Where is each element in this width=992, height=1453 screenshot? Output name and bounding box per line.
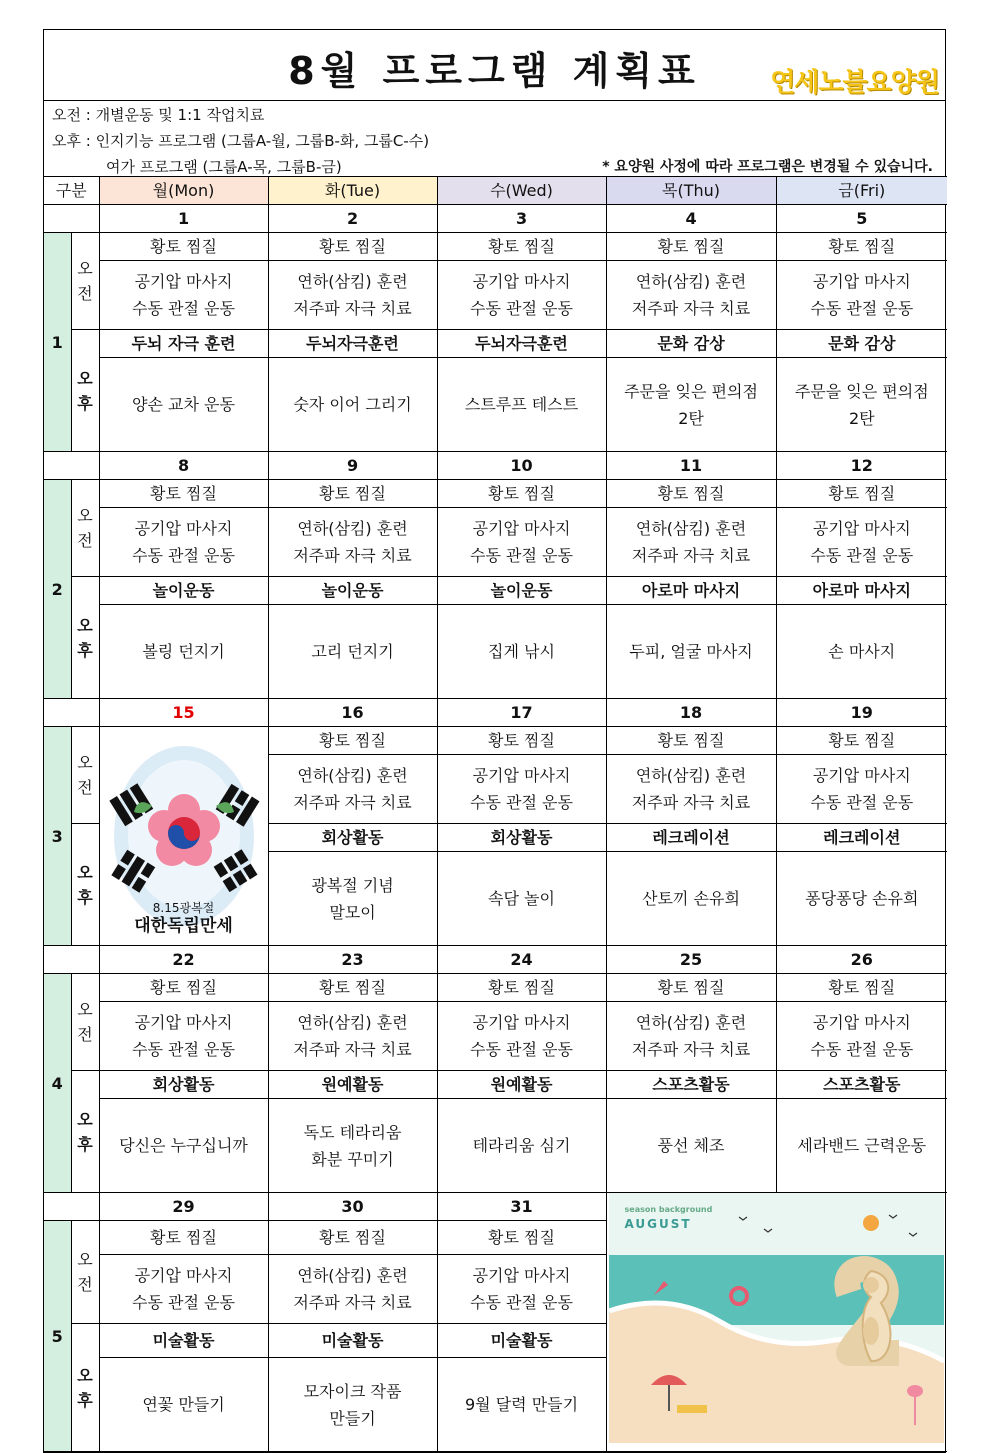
pm-header-cell: 두뇌자극훈련 bbox=[437, 330, 606, 358]
am-header-cell: 황토 찜질 bbox=[268, 974, 437, 1002]
header-day-wed: 수(Wed) bbox=[437, 177, 606, 205]
pm-header-cell: 두뇌 자극 훈련 bbox=[99, 330, 268, 358]
am-program-cell: 연하(삼킴) 훈련 저주파 자극 치료 bbox=[268, 1002, 437, 1071]
am-header-cell: 황토 찜질 bbox=[606, 480, 776, 508]
pm-program-cell: 고리 던지기 bbox=[268, 605, 437, 699]
am-header-cell: 황토 찜질 bbox=[776, 480, 947, 508]
date-row bbox=[44, 699, 947, 727]
week-label: 5 bbox=[44, 1221, 71, 1452]
title-row bbox=[44, 30, 945, 101]
info-morning: 오전 : 개별운동 및 1:1 작업치료 bbox=[52, 106, 265, 124]
am-header-cell: 황토 찜질 bbox=[268, 1221, 437, 1255]
am-header-row bbox=[44, 974, 947, 1002]
date-cell: 4 bbox=[606, 205, 776, 233]
pm-program-cell: 양손 교차 운동 bbox=[99, 358, 268, 452]
header-day-mon: 월(Mon) bbox=[99, 177, 268, 205]
am-program-cell: 공기압 마사지 수동 관절 운동 bbox=[437, 508, 606, 577]
date-cell: 1 bbox=[99, 205, 268, 233]
pm-header-cell: 미술활동 bbox=[437, 1324, 606, 1358]
pm-program-cell: 속담 놀이 bbox=[437, 852, 606, 946]
date-cell: 30 bbox=[268, 1193, 437, 1221]
holiday-cell bbox=[99, 727, 268, 946]
pm-header-cell: 스포츠활동 bbox=[776, 1071, 947, 1099]
pm-label: 오 후 bbox=[71, 1324, 99, 1452]
am-row bbox=[44, 508, 947, 577]
pm-header-cell: 회상활동 bbox=[268, 824, 437, 852]
am-header-cell: 황토 찜질 bbox=[99, 974, 268, 1002]
date-cell: 11 bbox=[606, 452, 776, 480]
pm-header-cell: 놀이운동 bbox=[99, 577, 268, 605]
pm-label: 오 후 bbox=[71, 824, 99, 946]
date-cell: 9 bbox=[268, 452, 437, 480]
pm-header-cell: 미술활동 bbox=[99, 1324, 268, 1358]
am-program-cell: 연하(삼킴) 훈련 저주파 자극 치료 bbox=[268, 508, 437, 577]
date-cell: 2 bbox=[268, 205, 437, 233]
pm-header-row bbox=[44, 577, 947, 605]
am-header-cell: 황토 찜질 bbox=[437, 1221, 606, 1255]
pm-row bbox=[44, 605, 947, 699]
date-row bbox=[44, 205, 947, 233]
am-label: 오 전 bbox=[71, 1221, 99, 1324]
am-program-cell: 연하(삼킴) 훈련 저주파 자극 치료 bbox=[606, 508, 776, 577]
pm-program-cell: 집게 낚시 bbox=[437, 605, 606, 699]
week-label: 1 bbox=[44, 233, 71, 452]
pm-program-cell: 9월 달력 만들기 bbox=[437, 1358, 606, 1452]
pm-label: 오 후 bbox=[71, 330, 99, 452]
pm-program-cell: 당신은 누구십니까 bbox=[99, 1099, 268, 1193]
pm-header-cell: 미술활동 bbox=[268, 1324, 437, 1358]
pm-header-cell: 아로마 마사지 bbox=[606, 577, 776, 605]
am-program-cell: 공기압 마사지 수동 관절 운동 bbox=[776, 261, 947, 330]
am-program-cell: 연하(삼킴) 훈련 저주파 자극 치료 bbox=[606, 755, 776, 824]
holiday-caption-slogan: 대한독립만세 bbox=[134, 915, 233, 936]
date-row-spacer bbox=[44, 1193, 99, 1221]
date-cell: 17 bbox=[437, 699, 606, 727]
pm-header-cell: 레크레이션 bbox=[606, 824, 776, 852]
am-header-row bbox=[44, 727, 947, 755]
pm-program-cell: 주문을 잊은 편의점 2탄 bbox=[606, 358, 776, 452]
pm-program-cell: 숫자 이어 그리기 bbox=[268, 358, 437, 452]
pm-header-cell: 문화 감상 bbox=[606, 330, 776, 358]
am-header-cell: 황토 찜질 bbox=[776, 974, 947, 1002]
date-cell: 18 bbox=[606, 699, 776, 727]
am-program-cell: 공기압 마사지 수동 관절 운동 bbox=[99, 508, 268, 577]
am-program-cell: 공기압 마사지 수동 관절 운동 bbox=[437, 755, 606, 824]
schedule-table bbox=[44, 176, 947, 1452]
date-cell: 24 bbox=[437, 946, 606, 974]
illustration-cell bbox=[606, 1193, 947, 1452]
am-header-cell: 황토 찜질 bbox=[268, 233, 437, 261]
pm-header-cell: 두뇌자극훈련 bbox=[268, 330, 437, 358]
am-program-cell: 공기압 마사지 수동 관절 운동 bbox=[437, 261, 606, 330]
date-cell: 25 bbox=[606, 946, 776, 974]
illustration-month: AUGUST bbox=[624, 1217, 692, 1231]
am-program-cell: 공기압 마사지 수동 관절 운동 bbox=[99, 261, 268, 330]
pm-program-cell: 볼링 던지기 bbox=[99, 605, 268, 699]
am-label: 오 전 bbox=[71, 727, 99, 824]
am-header-cell: 황토 찜질 bbox=[268, 480, 437, 508]
date-row-spacer bbox=[44, 699, 99, 727]
pm-program-cell: 손 마사지 bbox=[776, 605, 947, 699]
am-program-cell: 공기압 마사지 수동 관절 운동 bbox=[99, 1255, 268, 1324]
pm-program-cell: 세라밴드 근력운동 bbox=[776, 1099, 947, 1193]
header-day-fri: 금(Fri) bbox=[776, 177, 947, 205]
date-cell: 23 bbox=[268, 946, 437, 974]
am-program-cell: 공기압 마사지 수동 관절 운동 bbox=[437, 1255, 606, 1324]
date-cell: 22 bbox=[99, 946, 268, 974]
am-program-cell: 공기압 마사지 수동 관절 운동 bbox=[776, 508, 947, 577]
info-afternoon: 오후 : 인지기능 프로그램 (그룹A-월, 그룹B-화, 그룹C-수) bbox=[52, 132, 430, 150]
am-row bbox=[44, 261, 947, 330]
header-day-tue: 화(Tue) bbox=[268, 177, 437, 205]
pm-program-cell: 테라리움 심기 bbox=[437, 1099, 606, 1193]
am-header-cell: 황토 찜질 bbox=[776, 727, 947, 755]
date-cell: 5 bbox=[776, 205, 947, 233]
am-program-cell: 공기압 마사지 수동 관절 운동 bbox=[776, 1002, 947, 1071]
schedule-body bbox=[44, 177, 947, 1452]
header-row bbox=[44, 177, 947, 205]
week-label: 2 bbox=[44, 480, 71, 699]
am-label: 오 전 bbox=[71, 480, 99, 577]
am-label: 오 전 bbox=[71, 233, 99, 330]
holiday-caption bbox=[100, 899, 268, 935]
am-program-cell: 연하(삼킴) 훈련 저주파 자극 치료 bbox=[606, 261, 776, 330]
schedule-sheet bbox=[43, 29, 946, 1453]
date-row-spacer bbox=[44, 452, 99, 480]
am-program-cell: 공기압 마사지 수동 관절 운동 bbox=[437, 1002, 606, 1071]
am-header-cell: 황토 찜질 bbox=[99, 1221, 268, 1255]
header-day-thu: 목(Thu) bbox=[606, 177, 776, 205]
date-row bbox=[44, 946, 947, 974]
date-row-spacer bbox=[44, 946, 99, 974]
am-header-cell: 황토 찜질 bbox=[437, 233, 606, 261]
am-program-cell: 공기압 마사지 수동 관절 운동 bbox=[99, 1002, 268, 1071]
pm-header-cell: 레크레이션 bbox=[776, 824, 947, 852]
date-cell: 15 bbox=[99, 699, 268, 727]
page-title: 8월 프로그램 계획표 bbox=[288, 49, 701, 93]
info-leisure: 여가 프로그램 (그룹A-목, 그룹B-금) bbox=[106, 158, 342, 176]
pm-header-cell: 아로마 마사지 bbox=[776, 577, 947, 605]
am-header-row bbox=[44, 480, 947, 508]
pm-row bbox=[44, 1099, 947, 1193]
am-header-cell: 황토 찜질 bbox=[437, 480, 606, 508]
pm-header-row bbox=[44, 1071, 947, 1099]
am-header-cell: 황토 찜질 bbox=[437, 727, 606, 755]
pm-program-cell: 두피, 얼굴 마사지 bbox=[606, 605, 776, 699]
date-row-spacer bbox=[44, 205, 99, 233]
pm-header-cell: 회상활동 bbox=[437, 824, 606, 852]
pm-program-cell: 모자이크 작품 만들기 bbox=[268, 1358, 437, 1452]
pm-program-cell: 산토끼 손유희 bbox=[606, 852, 776, 946]
pm-row bbox=[44, 358, 947, 452]
date-row bbox=[44, 452, 947, 480]
date-cell: 29 bbox=[99, 1193, 268, 1221]
am-program-cell: 연하(삼킴) 훈련 저주파 자극 치료 bbox=[268, 1255, 437, 1324]
illustration-small-text: season background bbox=[624, 1205, 713, 1214]
am-label: 오 전 bbox=[71, 974, 99, 1071]
date-cell: 10 bbox=[437, 452, 606, 480]
date-cell: 19 bbox=[776, 699, 947, 727]
am-header-cell: 황토 찜질 bbox=[437, 974, 606, 1002]
pm-program-cell: 퐁당퐁당 손유희 bbox=[776, 852, 947, 946]
pm-header-cell: 회상활동 bbox=[99, 1071, 268, 1099]
pm-program-cell: 광복절 기념 말모이 bbox=[268, 852, 437, 946]
date-cell: 16 bbox=[268, 699, 437, 727]
date-cell: 26 bbox=[776, 946, 947, 974]
am-program-cell: 연하(삼킴) 훈련 저주파 자극 치료 bbox=[268, 261, 437, 330]
am-header-cell: 황토 찜질 bbox=[606, 233, 776, 261]
pm-header-row bbox=[44, 330, 947, 358]
program-info bbox=[44, 101, 945, 176]
am-program-cell: 연하(삼킴) 훈련 저주파 자극 치료 bbox=[606, 1002, 776, 1071]
am-header-cell: 황토 찜질 bbox=[606, 727, 776, 755]
pm-header-cell: 놀이운동 bbox=[268, 577, 437, 605]
illustration-text bbox=[625, 1203, 713, 1231]
pm-header-cell: 스포츠활동 bbox=[606, 1071, 776, 1099]
date-row bbox=[44, 1193, 947, 1221]
date-cell: 31 bbox=[437, 1193, 606, 1221]
pm-header-cell: 문화 감상 bbox=[776, 330, 947, 358]
pm-program-cell: 풍선 체조 bbox=[606, 1099, 776, 1193]
am-header-cell: 황토 찜질 bbox=[776, 233, 947, 261]
am-header-cell: 황토 찜질 bbox=[606, 974, 776, 1002]
pm-label: 오 후 bbox=[71, 577, 99, 699]
am-header-row bbox=[44, 233, 947, 261]
pm-header-cell: 원예활동 bbox=[437, 1071, 606, 1099]
brand-logo-text: 연세노블요양원 bbox=[770, 68, 939, 98]
notice-text: * 요양원 사정에 따라 프로그램은 변경될 수 있습니다. bbox=[602, 159, 933, 175]
week-label: 4 bbox=[44, 974, 71, 1193]
date-cell: 8 bbox=[99, 452, 268, 480]
am-header-cell: 황토 찜질 bbox=[99, 233, 268, 261]
pm-program-cell: 스트루프 테스트 bbox=[437, 358, 606, 452]
pm-header-cell: 원예활동 bbox=[268, 1071, 437, 1099]
date-cell: 3 bbox=[437, 205, 606, 233]
am-row bbox=[44, 1002, 947, 1071]
header-category: 구분 bbox=[44, 177, 99, 205]
pm-program-cell: 주문을 잊은 편의점 2탄 bbox=[776, 358, 947, 452]
pm-label: 오 후 bbox=[71, 1071, 99, 1193]
pm-program-cell: 연꽃 만들기 bbox=[99, 1358, 268, 1452]
week-label: 3 bbox=[44, 727, 71, 946]
pm-program-cell: 독도 테라리움 화분 꾸미기 bbox=[268, 1099, 437, 1193]
am-program-cell: 공기압 마사지 수동 관절 운동 bbox=[776, 755, 947, 824]
am-header-cell: 황토 찜질 bbox=[268, 727, 437, 755]
am-header-cell: 황토 찜질 bbox=[99, 480, 268, 508]
am-program-cell: 연하(삼킴) 훈련 저주파 자극 치료 bbox=[268, 755, 437, 824]
pm-header-cell: 놀이운동 bbox=[437, 577, 606, 605]
holiday-caption-date: 8.15광복절 bbox=[152, 900, 215, 915]
date-cell: 12 bbox=[776, 452, 947, 480]
